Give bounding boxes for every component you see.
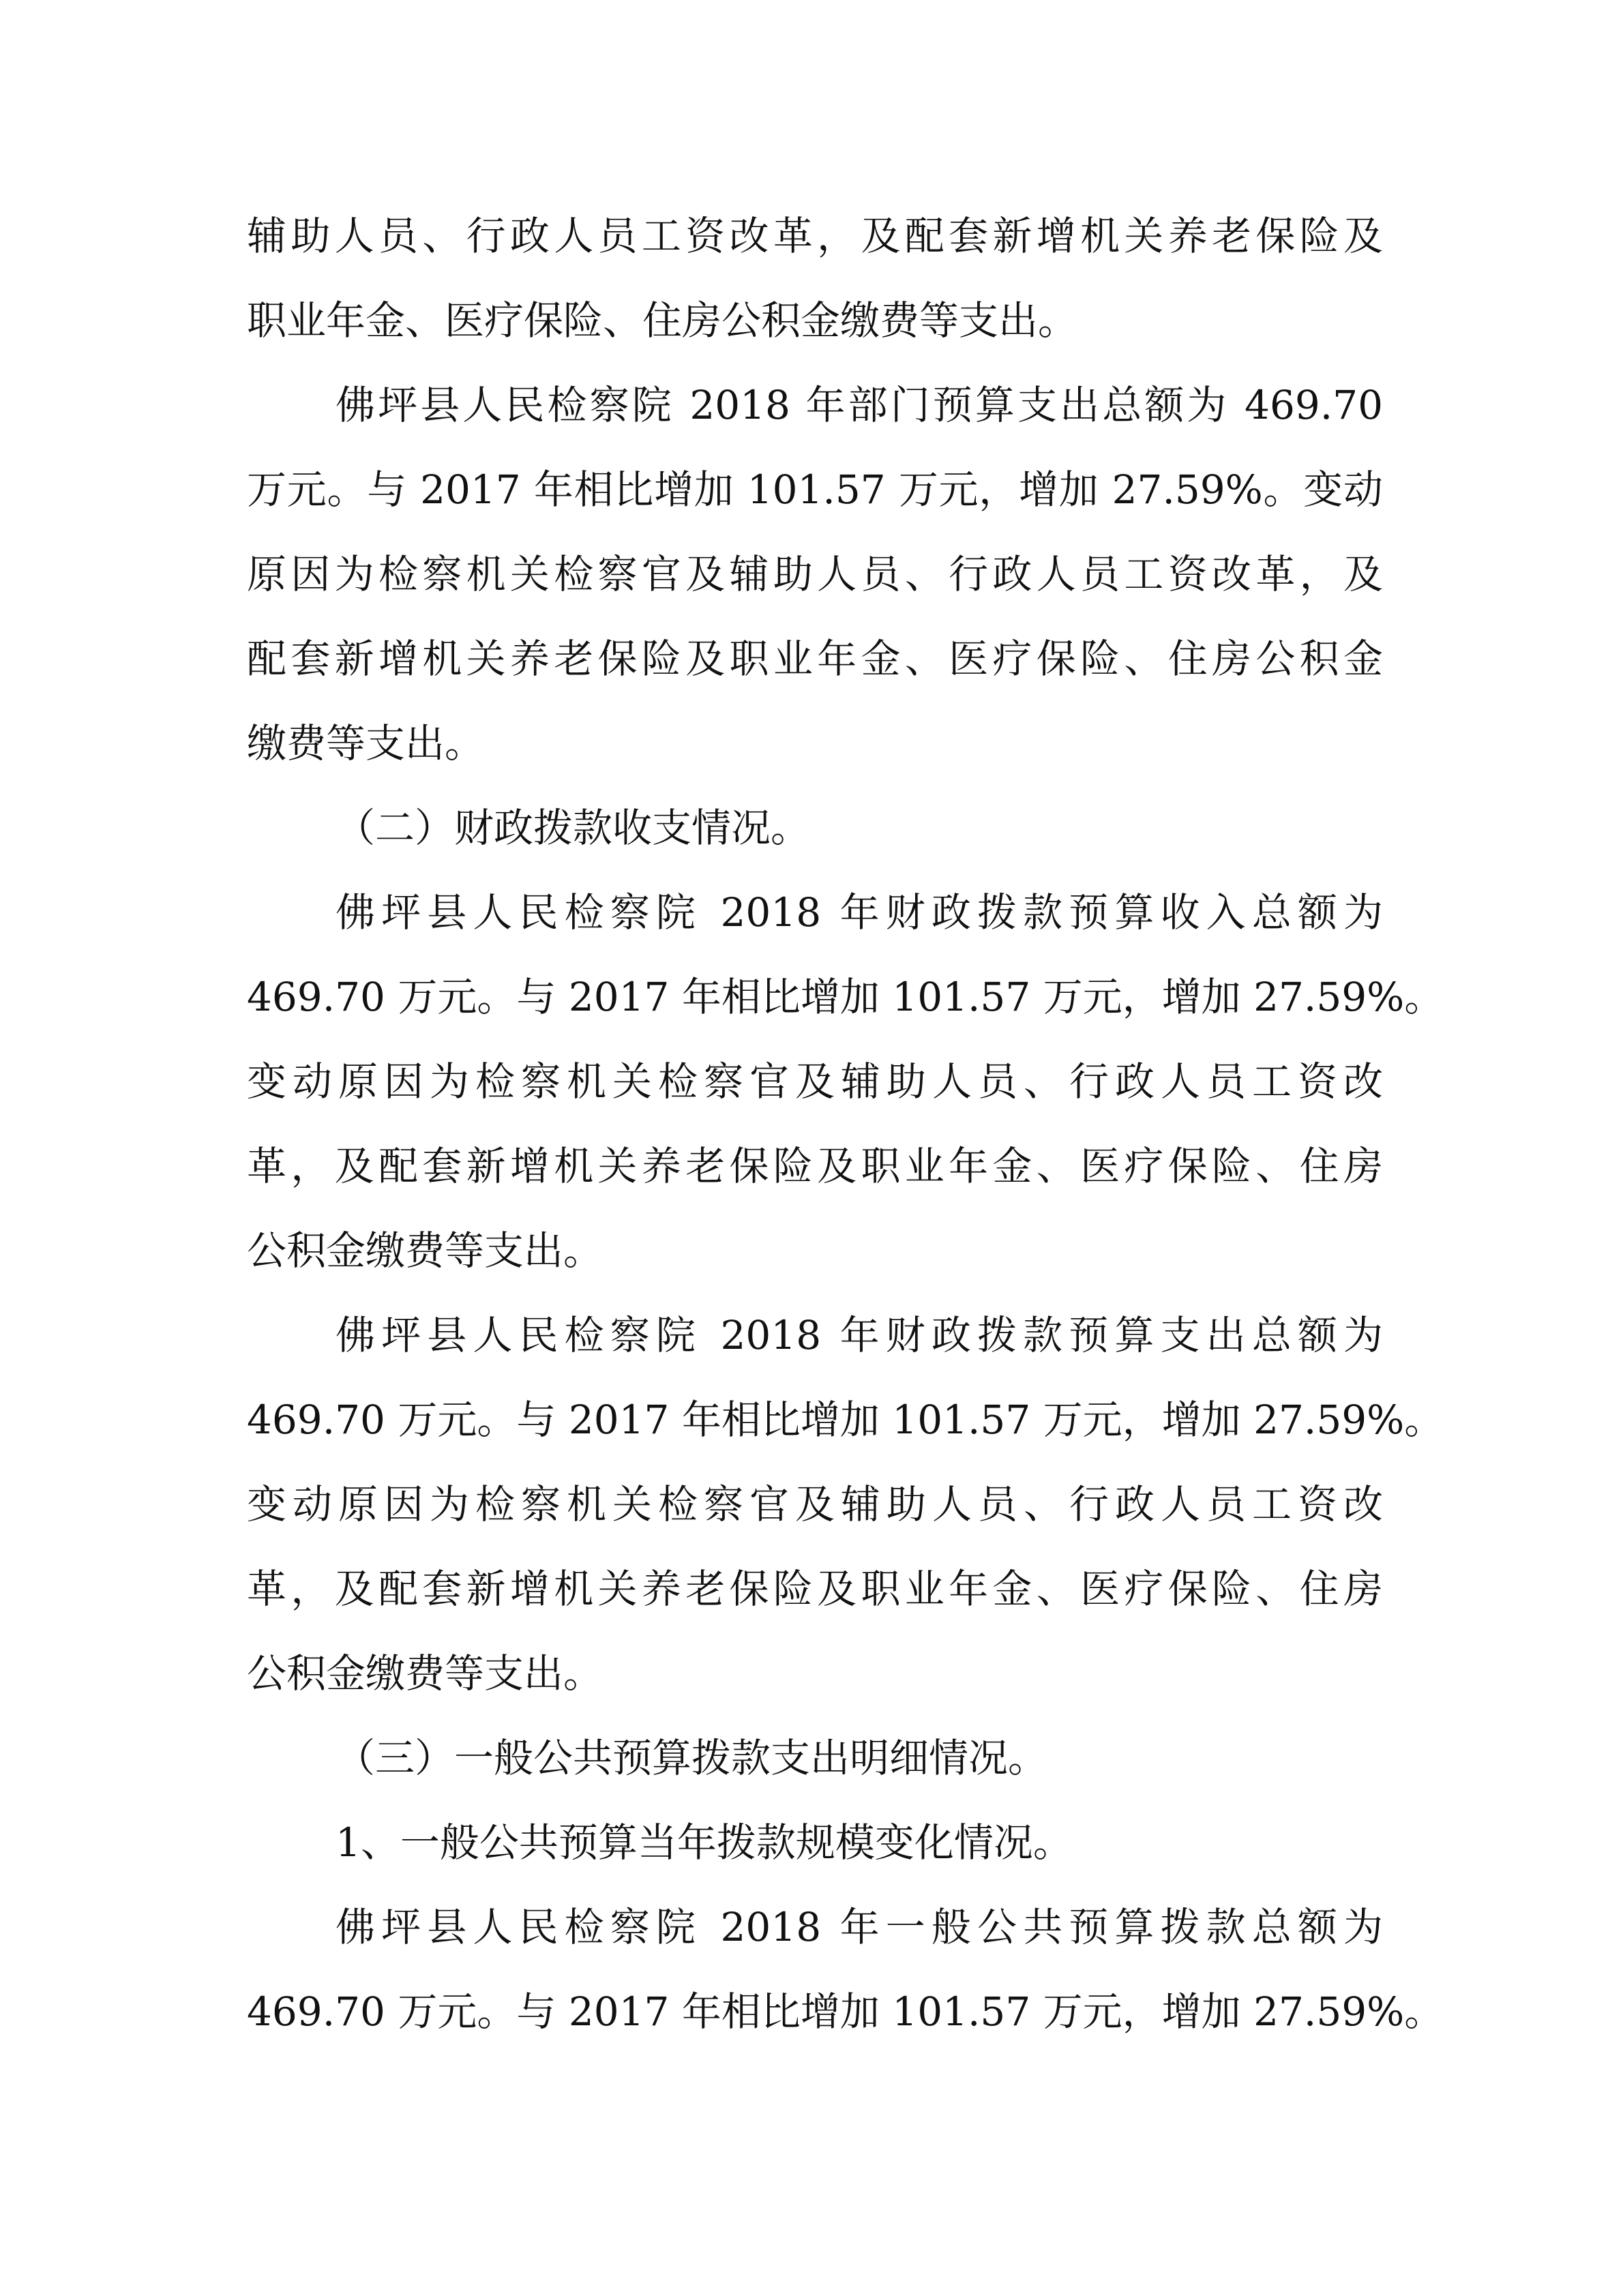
- paragraph-line-21: 佛坪县人民检察院 2018 年一般公共预算拨款总额为: [336, 1904, 1383, 1950]
- paragraph-line-22: 469.70 万元。与 2017 年相比增加 101.57 万元，增加 27.59%。: [247, 1988, 1444, 2035]
- paragraph-line-15: 469.70 万元。与 2017 年相比增加 101.57 万元，增加 27.59%。: [247, 1397, 1444, 1443]
- paragraph-line-3: 佛坪县人民检察院 2018 年部门预算支出总额为 469.70: [336, 382, 1383, 428]
- paragraph-line-12: 革，及配套新增机关养老保险及职业年金、医疗保险、住房: [247, 1143, 1383, 1189]
- paragraph-line-2: 职业年金、医疗保险、住房公积金缴费等支出。: [247, 297, 1078, 344]
- paragraph-line-11: 变动原因为检察机关检察官及辅助人员、行政人员工资改: [247, 1058, 1383, 1105]
- paragraph-line-1: 辅助人员、行政人员工资改革，及配套新增机关养老保险及: [247, 213, 1383, 259]
- paragraph-line-5: 原因为检察机关检察官及辅助人员、行政人员工资改革，及: [247, 551, 1383, 597]
- paragraph-line-17: 革，及配套新增机关养老保险及职业年金、医疗保险、住房: [247, 1566, 1383, 1612]
- paragraph-line-7: 缴费等支出。: [247, 720, 485, 766]
- paragraph-line-18: 公积金缴费等支出。: [247, 1650, 604, 1697]
- section-heading-3: （三）一般公共预算拨款支出明细情况。: [336, 1735, 1048, 1781]
- paragraph-line-16: 变动原因为检察机关检察官及辅助人员、行政人员工资改: [247, 1481, 1383, 1527]
- section-heading-2: （二）财政拨款收支情况。: [336, 805, 811, 851]
- paragraph-line-13: 公积金缴费等支出。: [247, 1227, 604, 1274]
- paragraph-line-4: 万元。与 2017 年相比增加 101.57 万元，增加 27.59%。变动: [247, 466, 1383, 513]
- paragraph-line-6: 配套新增机关养老保险及职业年金、医疗保险、住房公积金: [247, 636, 1383, 682]
- paragraph-line-14: 佛坪县人民检察院 2018 年财政拨款预算支出总额为: [336, 1312, 1383, 1358]
- paragraph-line-9: 佛坪县人民检察院 2018 年财政拨款预算收入总额为: [336, 889, 1383, 936]
- paragraph-line-10: 469.70 万元。与 2017 年相比增加 101.57 万元，增加 27.59%。: [247, 974, 1444, 1020]
- subsection-heading-1: 1、一般公共预算当年拨款规模变化情况。: [336, 1819, 1073, 1866]
